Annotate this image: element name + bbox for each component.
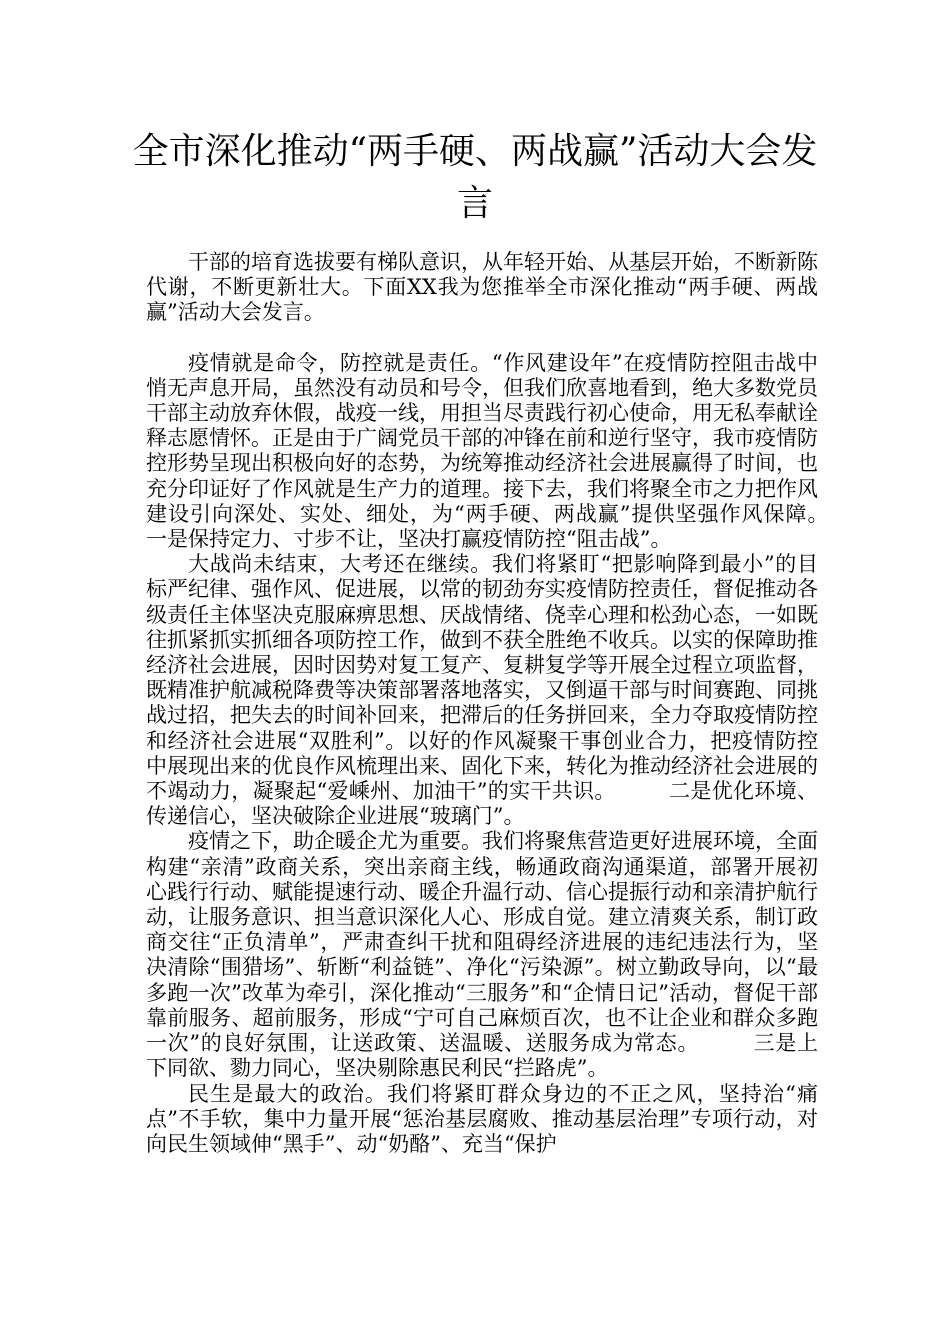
paragraph-intro: 干部的培育选拔要有梯队意识，从年轻开始、从基层开始，不断新陈代谢，不断更新壮大。下面XX我为您推举全市深化推动“两手硬、两战赢”活动大会发言。: [146, 250, 818, 325]
paragraph-2: 大战尚未结束，大考还在继续。我们将紧盯“把影响降到最小”的目标严纪律、强作风、促进展，以常的韧劲夯实疫情防控责任，督促推动各级责任主体坚决克服麻痹思想、厌战情绪、侥幸心理和松劲心态，一如既往抓紧抓实抓细各项防控工作，做到不获全胜绝不收兵。以实的保障助推经济社会进展，因时因势对复工复产、复耕复学等开展全过程立项监督，既精准护航减税降费等决策部署落地落实，又倒逼干部与时间赛跑、同挑战过招，把失去的时间补回来，把滞后的任务拼回来，全力夺取疫情防控和经济社会进展“双胜利”。以好的作风凝聚干事创业合力，把疫情防控中展现出来的优良作风梳理出来、固化下来，转化为推动经济社会进展的不竭动力，凝聚起“爱嵊州、加油干”的实干共识。 二是优化环境、传递信心，坚决破除企业进展“玻璃门”。: [146, 552, 818, 829]
paragraph-4: 民生是最大的政治。我们将紧盯群众身边的不正之风，坚持治“痛点”不手软，集中力量开展“惩治基层腐败、推动基层治理”专项行动，对向民生领域伸“黑手”、动“奶酪”、充当“保护: [146, 1081, 818, 1156]
document-title: 全市深化推动“两手硬、两战赢”活动大会发言: [132, 131, 818, 224]
paragraph-3: 疫情之下，助企暖企尤为重要。我们将聚焦营造更好进展环境，全面构建“亲清”政商关系，突出亲商主线，畅通政商沟通渠道，部署开展初心践行行动、赋能提速行动、暖企升温行动、信心提振行动和亲清护航行动，让服务意识、担当意识深化人心、形成自觉。建立清爽关系，制订政商交往“正负清单”，严肃查纠干扰和阻碍经济进展的违纪违法行为，坚决清除“围猎场”、斩断“利益链”、净化“污染源”。树立勤政导向，以“最多跑一次”改革为牵引，深化推动“三服务”和“企情日记”活动，督促干部靠前服务、超前服务，形成“宁可自己麻烦百次，也不让企业和群众多跑一次”的良好氛围，让送政策、送温暖、送服务成为常态。 三是上下同欲、勠力同心，坚决剔除惠民利民“拦路虎”。: [146, 829, 818, 1081]
paragraph-1: 疫情就是命令，防控就是责任。“作风建设年”在疫情防控阻击战中悄无声息开局，虽然没有动员和号令，但我们欣喜地看到，绝大多数党员干部主动放弃休假，战疫一线，用担当尽责践行初心使命，用无私奉献诠释志愿情怀。正是由于广阔党员干部的冲锋在前和逆行坚守，我市疫情防控形势呈现出积极向好的态势，为统筹推动经济社会进展赢得了时间，也充分印证好了作风就是生产力的道理。接下去，我们将聚全市之力把作风建设引向深处、实处、细处，为“两手硬、两战赢”提供坚强作风保障。 一是保持定力、寸步不让，坚决打赢疫情防控“阻击战”。: [146, 350, 881, 552]
document-body: [146, 250, 881, 1157]
